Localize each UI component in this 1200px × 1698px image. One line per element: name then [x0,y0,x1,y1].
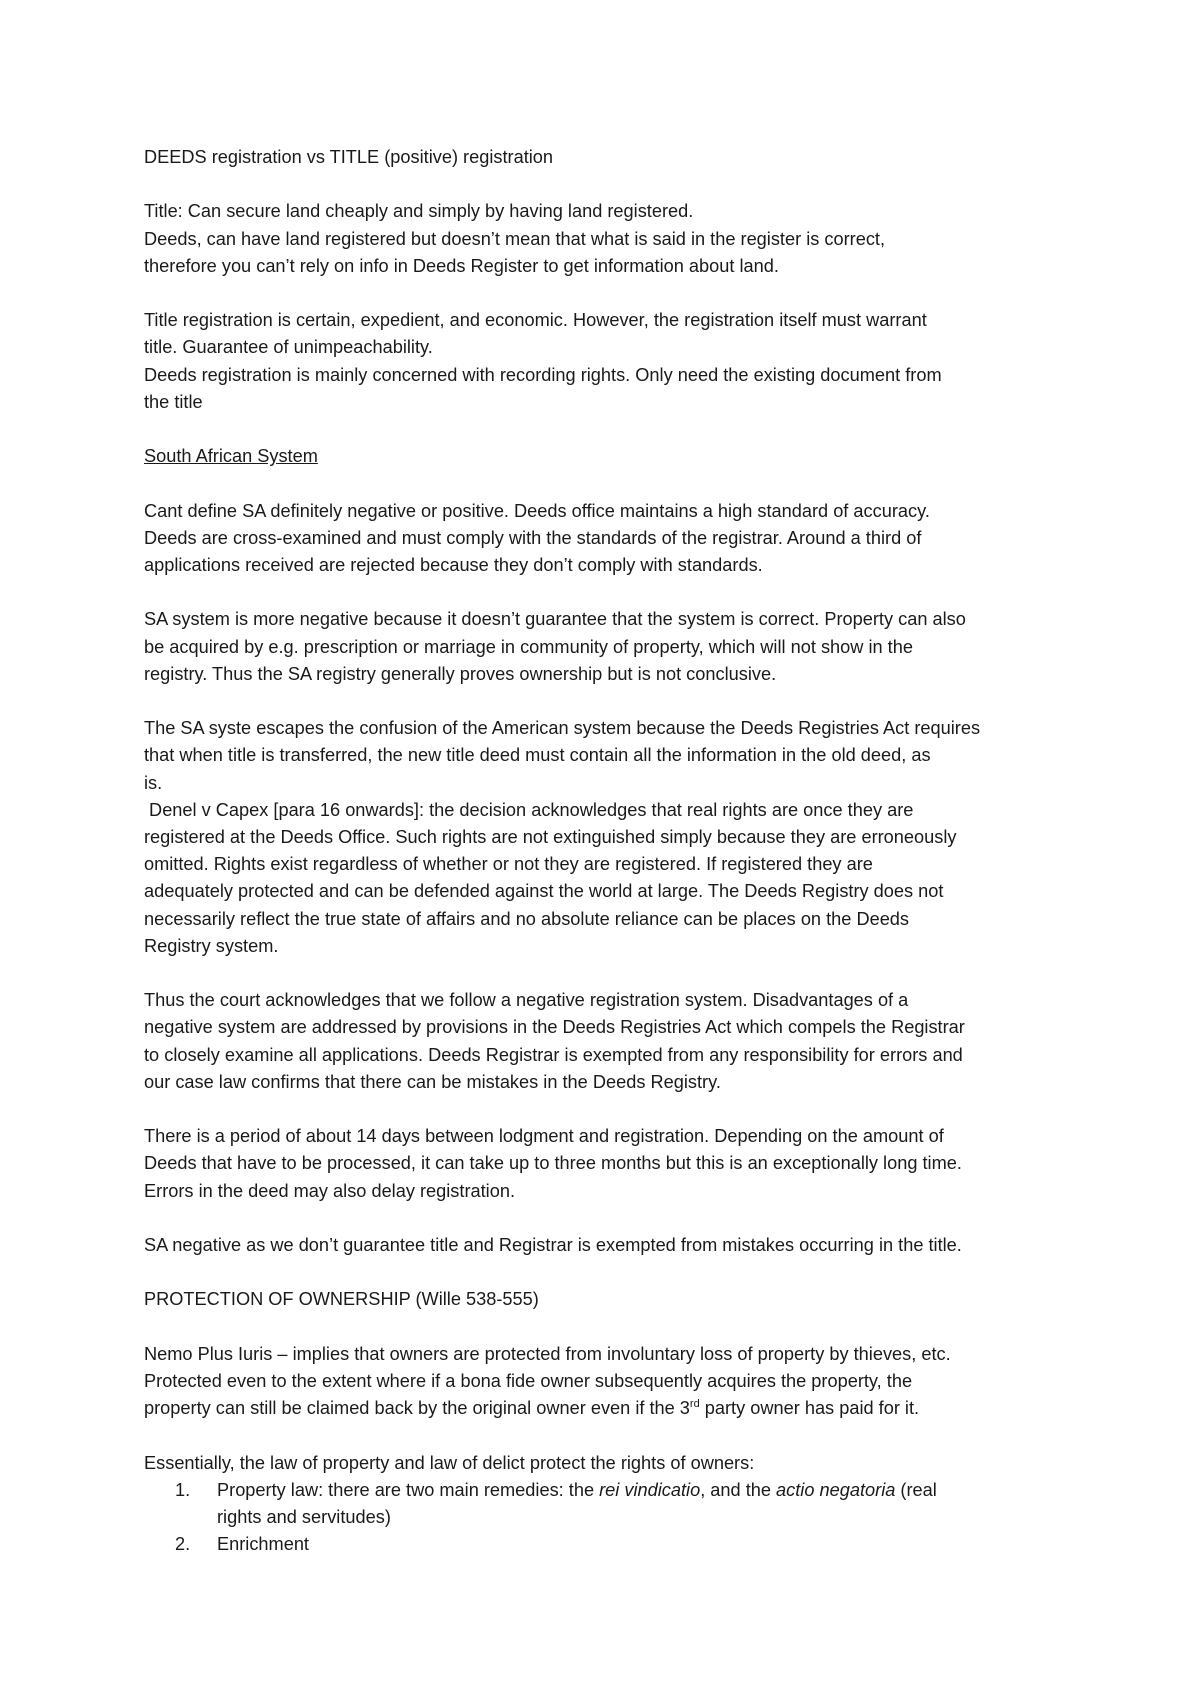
para3-line3: applications received are rejected because they don’t comply with standards. [144,554,763,575]
para5-line2: that when title is transferred, the new title deed must contain all the information in the old deed, as [144,745,931,766]
actio-negatoria-term: actio negatoria [776,1479,896,1500]
para3-line2: Deeds are cross-examined and must comply with the standards of the registrar. Around a third of [144,527,922,548]
document-title: DEEDS registration vs TITLE (positive) registration [144,147,554,167]
para7-line1: There is a period of about 14 days between lodgment and registration. Depending on the amount of [144,1126,944,1147]
para5-line6: omitted. Rights exist regardless of whether or not they are registered. If registered they are [144,854,873,875]
para6-line4: our case law confirms that there can be mistakes in the Deeds Registry. [144,1071,721,1092]
para2-line3: Deeds registration is mainly concerned with recording rights. Only need the existing document from [144,364,942,385]
list-item-text-before: Property law: there are two main remedies: the [217,1479,600,1500]
document-page [144,144,1074,1558]
para2-line2: title. Guarantee of unimpeachability. [144,337,433,358]
para5-line4: Denel v Capex [para 16 onwards]: the decision acknowledges that real rights are once they are [144,799,914,820]
para6-line1: Thus the court acknowledges that we follow a negative registration system. Disadvantages of a [144,990,909,1011]
nemo-line3-before: property can still be claimed back by the original owner even if the 3 [144,1398,690,1419]
para6-line2: negative system are addressed by provisions in the Deeds Registries Act which compels the Registrar [144,1017,965,1038]
list-number: 2. [175,1534,191,1555]
para1-line3: therefore you can’t rely on info in Deeds Register to get information about land. [144,255,779,276]
para4-line1: SA system is more negative because it doesn’t guarantee that the system is correct. Property can also [144,609,966,630]
para7-line3: Errors in the deed may also delay registration. [144,1180,516,1201]
para5-line7: adequately protected and can be defended against the world at large. The Deeds Registry does not [144,881,944,902]
list-item-text: Enrichment [217,1534,309,1555]
para8-line1: SA negative as we don’t guarantee title and Registrar is exempted from mistakes occurring in the title. [144,1234,962,1255]
ordinal-superscript: rd [689,1398,700,1411]
para5-line1: The SA syste escapes the confusion of the American system because the Deeds Registries Act requires [144,718,981,739]
para3-line1: Cant define SA definitely negative or positive. Deeds office maintains a high standard of accuracy. [144,500,930,521]
list-item-text-after: (real [895,1479,937,1500]
rei-vindicatio-term: rei vindicatio [599,1479,701,1500]
para2-line4: the title [144,391,203,412]
list-item-line2: rights and servitudes) [217,1506,391,1527]
list-item [144,1531,1074,1558]
nemo-line3 [144,1395,1074,1422]
list-item [144,1477,1074,1531]
para2-line1: Title registration is certain, expedient, and economic. However, the registration itself must warrant [144,310,927,331]
para4-line2: be acquired by e.g. prescription or marriage in community of property, which will not show in the [144,636,913,657]
para5-line8: necessarily reflect the true state of affairs and no absolute reliance can be places on the Deeds [144,908,910,929]
list-number: 1. [175,1479,191,1500]
para1-line1: Title: Can secure land cheaply and simply by having land registered. [144,201,694,222]
section-heading-south-african-system: South African System [144,446,318,467]
section-heading-protection-of-ownership: PROTECTION OF OWNERSHIP (Wille 538-555) [144,1289,539,1310]
para7-line2: Deeds that have to be processed, it can take up to three months but this is an exceptionally long time. [144,1153,962,1174]
para6-line3: to closely examine all applications. Deeds Registrar is exempted from any responsibility for errors and [144,1044,963,1065]
nemo-line1: Nemo Plus Iuris – implies that owners are protected from involuntary loss of property by thieves, etc. [144,1343,951,1364]
nemo-line3-after: party owner has paid for it. [699,1398,920,1419]
para5-line9: Registry system. [144,935,279,956]
para4-line3: registry. Thus the SA registry generally proves ownership but is not conclusive. [144,663,777,684]
list-item-text-mid: , and the [700,1479,777,1500]
para5-line5: registered at the Deeds Office. Such rights are not extinguished simply because they are erroneously [144,826,957,847]
para1-line2: Deeds, can have land registered but doesn’t mean that what is said in the register is correct, [144,228,886,249]
nemo-line2: Protected even to the extent where if a bona fide owner subsequently acquires the property, the [144,1370,913,1391]
essentially-line: Essentially, the law of property and law of delict protect the rights of owners: [144,1452,755,1473]
remedies-list [144,1477,1074,1559]
para5-line3: is. [144,772,163,793]
